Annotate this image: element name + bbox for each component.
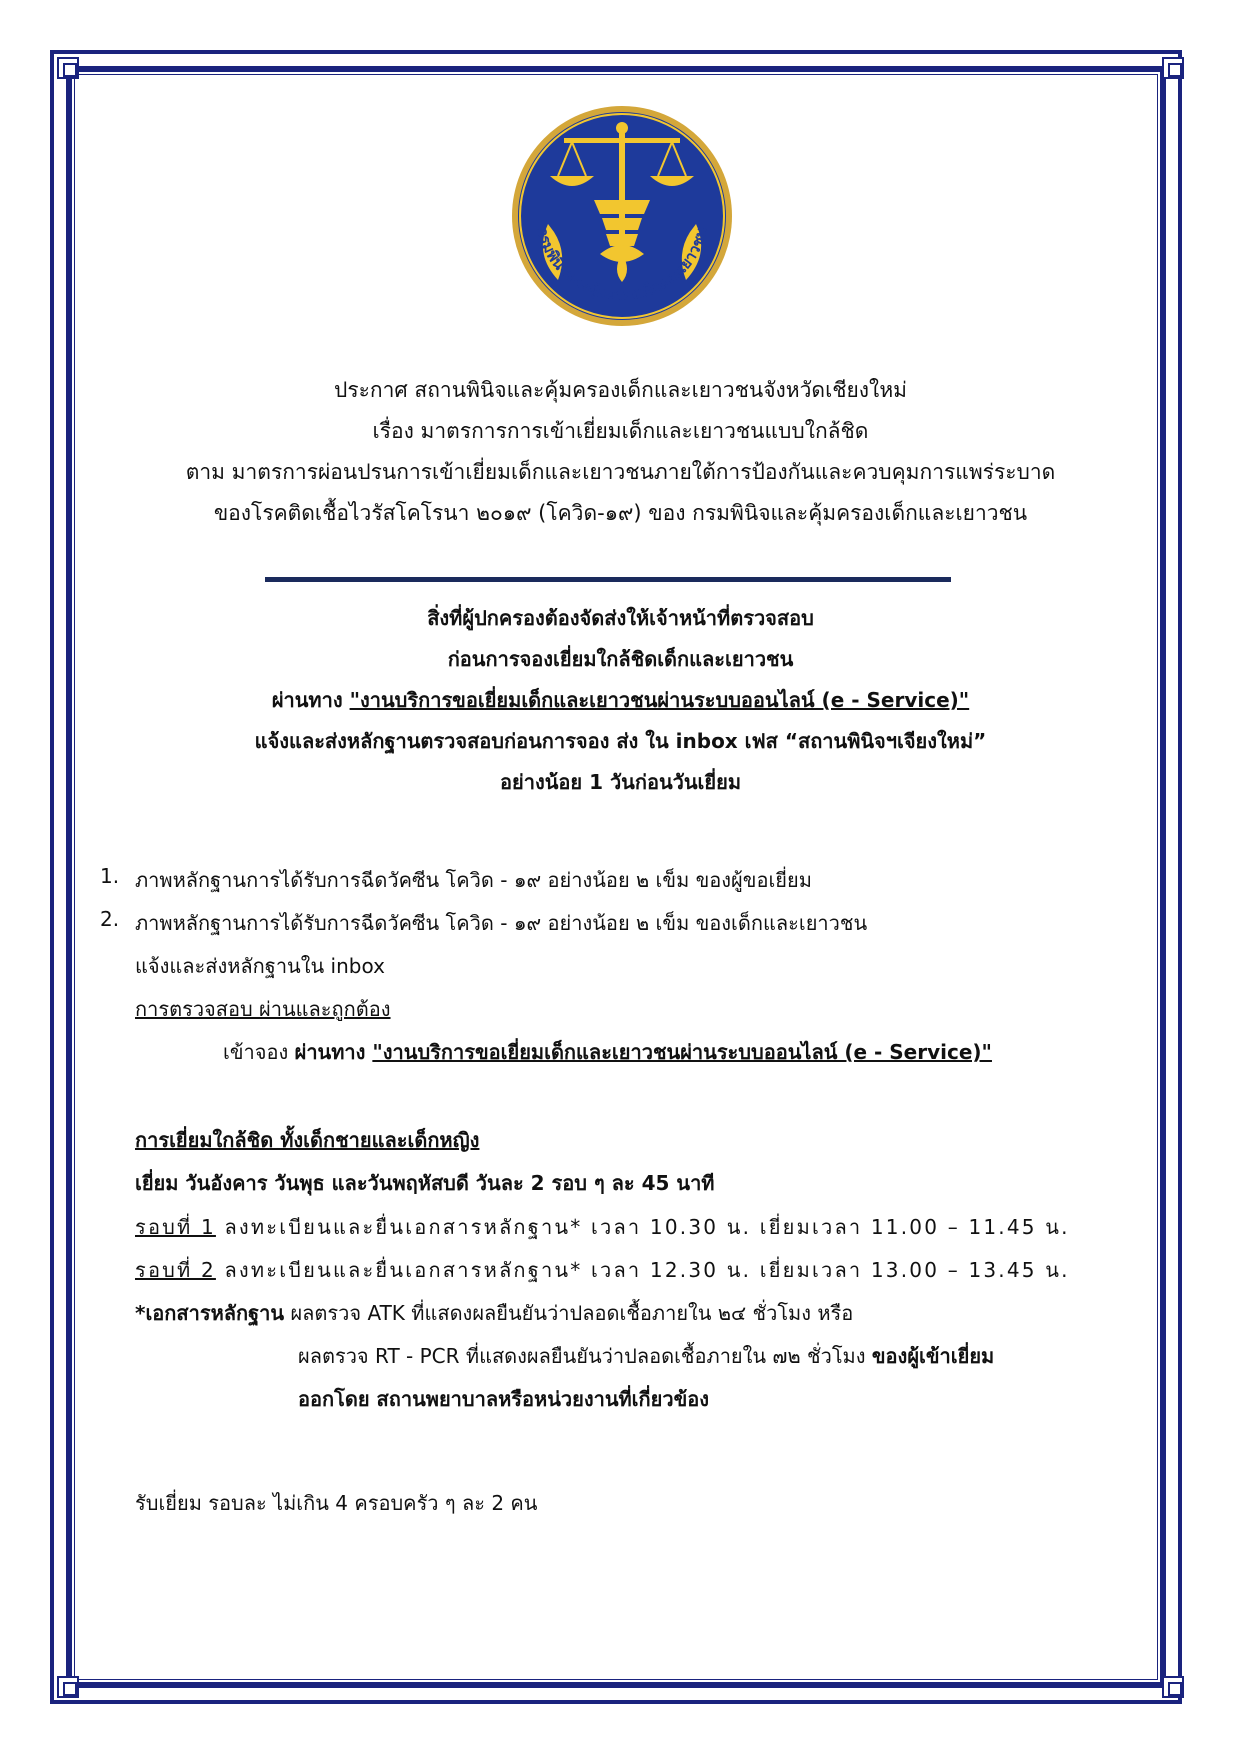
notice-line-2: ก่อนการจองเยี่ยมใกล้ชิดเด็กและเยาวชน <box>447 647 794 671</box>
list-item-number: 2. <box>100 907 120 931</box>
evidence-line-2 <box>298 1340 994 1372</box>
header-line-2: เรื่อง มาตรการการเข้าเยี่ยมเด็กและเยาวชนแบบใกล้ชิด <box>372 419 869 443</box>
notice-line-1: สิ่งที่ผู้ปกครองต้องจัดส่งให้เจ้าหน้าที่ตรวจสอบ <box>427 606 814 630</box>
header-line-1: ประกาศ สถานพินิจและคุ้มครองเด็กและเยาวชนจังหวัดเชียงใหม่ <box>334 378 907 402</box>
issued-by: ออกโดย สถานพยาบาลหรือหน่วยงานที่เกี่ยวข้อง <box>298 1387 710 1411</box>
department-seal-logo <box>498 104 746 352</box>
capacity-note: รับเยี่ยม รอบละ ไม่เกิน 4 ครอบครัว ๆ ละ 2 คน <box>135 1491 538 1515</box>
header-line-3: ตาม มาตรการผ่อนปรนการเข้าเยี่ยมเด็กและเยาวชนภายใต้การป้องกันและควบคุมการแพร่ระบาด <box>185 460 1056 484</box>
booking-line <box>223 1036 992 1068</box>
round-label: รอบที่ 2 <box>135 1258 216 1282</box>
visit-title: การเยี่ยมใกล้ชิด ทั้งเด็กชายและเด็กหญิง <box>135 1128 480 1152</box>
inbox-note: แจ้งและส่งหลักฐานใน inbox <box>135 954 385 978</box>
check-label: การตรวจสอบ ผ่านและถูกต้อง <box>135 997 391 1021</box>
border-corner-ornament <box>1162 57 1184 79</box>
eservice-link[interactable]: "งานบริการขอเยี่ยมเด็กและเยาวชนผ่านระบบออนไลน์ (e - Service)" <box>349 688 970 712</box>
booking-eservice-link[interactable]: "งานบริการขอเยี่ยมเด็กและเยาวชนผ่านระบบออนไลน์ (e - Service)" <box>372 1040 992 1064</box>
round-detail: ลงทะเบียนและยื่นเอกสารหลักฐาน* เวลา 12.30 น. เยี่ยมเวลา 13.00 – 13.45 น. <box>215 1258 1070 1282</box>
list-item: ภาพหลักฐานการได้รับการฉีดวัคซีน โควิด - ๑๙ อย่างน้อย ๒ เข็ม ของผู้ขอเยี่ยม <box>135 868 812 892</box>
notice-line-3-prefix: ผ่านทาง <box>271 688 350 712</box>
border-corner-ornament <box>57 1676 79 1698</box>
svg-text:กรมพินิจและคุ้มครองเด็กและเยาว: กรมพินิจและคุ้มครองเด็กและเยาวชน <box>533 225 711 304</box>
evidence-visitor: ของผู้เข้าเยี่ยม <box>871 1344 995 1368</box>
list-item-number: 1. <box>100 864 120 888</box>
notice-line-3 <box>120 680 1121 721</box>
round-row <box>135 1211 1070 1243</box>
round-label: รอบที่ 1 <box>135 1215 216 1239</box>
booking-prefix: เข้าจอง <box>223 1040 295 1064</box>
border-corner-ornament <box>1162 1676 1184 1698</box>
visit-schedule: เยี่ยม วันอังคาร วันพุธ และวันพฤหัสบดี วันละ 2 รอบ ๆ ละ 45 นาที <box>135 1171 715 1195</box>
evidence-atk: ผลตรวจ ATK ที่แสดงผลยืนยันว่าปลอดเชื้อภายใน ๒๔ ชั่วโมง หรือ <box>284 1301 854 1325</box>
round-row <box>135 1254 1070 1286</box>
notice-line-5: อย่างน้อย 1 วันก่อนวันเยี่ยม <box>499 770 742 794</box>
list-item: ภาพหลักฐานการได้รับการฉีดวัคซีน โควิด - ๑๙ อย่างน้อย ๒ เข็ม ของเด็กและเยาวชน <box>135 911 868 935</box>
notice-block <box>120 598 1121 803</box>
border-corner-ornament <box>57 57 79 79</box>
header-line-4: ของโรคติดเชื้อไวรัสโคโรนา ๒๐๑๙ (โควิด-๑๙) ของ กรมพินิจและคุ้มครองเด็กและเยาวชน <box>213 501 1028 525</box>
notice-line-4: แจ้งและส่งหลักฐานตรวจสอบก่อนการจอง ส่ง ใน inbox เฟส “สถานพินิจฯเจียงใหม่” <box>254 729 987 753</box>
divider-rule <box>265 577 951 582</box>
evidence-line-1 <box>135 1297 853 1329</box>
evidence-pcr: ผลตรวจ RT - PCR ที่แสดงผลยืนยันว่าปลอดเชื้อภายใน ๗๒ ชั่วโมง <box>298 1344 872 1368</box>
announcement-header <box>120 370 1121 534</box>
evidence-label: *เอกสารหลักฐาน <box>135 1301 285 1325</box>
round-detail: ลงทะเบียนและยื่นเอกสารหลักฐาน* เวลา 10.30 น. เยี่ยมเวลา 11.00 – 11.45 น. <box>215 1215 1070 1239</box>
booking-via: ผ่านทาง <box>294 1040 373 1064</box>
